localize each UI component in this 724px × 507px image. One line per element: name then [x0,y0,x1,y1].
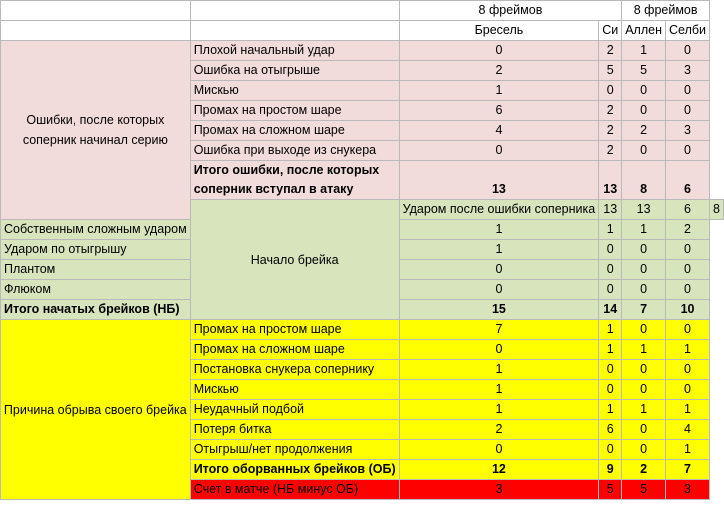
frames-group-2: 8 фреймов [622,1,710,21]
cell-value: 0 [599,81,622,101]
cell-value: 0 [666,320,710,340]
cell-value: 0 [399,141,599,161]
score-value: 3 [666,480,710,500]
total-value: 2 [622,460,666,480]
cell-value: 3 [666,61,710,81]
cell-value: 2 [622,121,666,141]
cell-value: 0 [399,41,599,61]
table-row [1,41,724,61]
cell-value: 0 [399,260,599,280]
cell-value: 0 [666,240,710,260]
total-value: 7 [622,300,666,320]
section-title-breaks: Начало брейка [190,200,399,320]
cell-value: 0 [622,240,666,260]
cell-value: 2 [399,61,599,81]
row-label: Промах на простом шаре [190,101,399,121]
corner-cell-2 [1,21,191,41]
cell-value: 1 [399,400,599,420]
score-label: Счет в матче (НБ минус ОБ) [190,480,399,500]
cell-value: 0 [666,360,710,380]
cell-value: 1 [666,340,710,360]
cell-value: 13 [622,200,666,220]
cell-value: 1 [622,340,666,360]
cell-value: 1 [599,340,622,360]
cell-value: 0 [622,380,666,400]
cell-value: 1 [622,400,666,420]
cell-value: 5 [622,61,666,81]
cell-value: 0 [666,81,710,101]
total-label-errors: Итого ошибки, после которых соперник вступал в атаку [190,161,399,200]
total-value: 7 [666,460,710,480]
row-label: Плантом [1,260,191,280]
cell-value: 1 [666,400,710,420]
row-label: Промах на сложном шаре [190,340,399,360]
cell-value: 2 [666,220,710,240]
cell-value: 1 [622,220,666,240]
score-value: 3 [399,480,599,500]
cell-value: 0 [622,420,666,440]
cell-value: 8 [710,200,724,220]
cell-value: 0 [622,141,666,161]
cell-value: 1 [622,41,666,61]
cell-value: 0 [599,380,622,400]
corner-cell [1,1,191,21]
header-row-frames [1,1,724,21]
total-value: 15 [399,300,599,320]
player-allen: Аллен [622,21,666,41]
header-label-cell [190,1,399,21]
cell-value: 1 [599,320,622,340]
cell-value: 1 [599,400,622,420]
cell-value: 2 [399,420,599,440]
cell-value: 0 [399,340,599,360]
row-label: Промах на сложном шаре [190,121,399,141]
cell-value: 6 [666,200,710,220]
cell-value: 0 [666,141,710,161]
cell-value: 0 [666,260,710,280]
cell-value: 1 [599,220,622,240]
cell-value: 3 [666,121,710,141]
player-bresel: Бресель [399,21,599,41]
total-label-cause: Итого оборванных брейков (ОБ) [190,460,399,480]
row-label: Мискью [190,380,399,400]
row-label: Потеря битка [190,420,399,440]
row-label: Ударом по отыгрышу [1,240,191,260]
cell-value: 7 [399,320,599,340]
header-label-cell-2 [190,21,399,41]
total-value: 10 [666,300,710,320]
total-value: 13 [399,161,599,200]
row-label: Промах на простом шаре [190,320,399,340]
row-label: Плохой начальный удар [190,41,399,61]
cell-value: 0 [622,101,666,121]
row-label: Мискью [190,81,399,101]
section-title-errors: Ошибки, после которых соперник начинал серию [1,41,191,220]
cell-value: 2 [599,141,622,161]
section-title-cause: Причина обрыва своего брейка [1,320,191,500]
cell-value: 0 [399,280,599,300]
cell-value: 0 [599,280,622,300]
player-selby: Селби [666,21,710,41]
cell-value: 1 [399,360,599,380]
cell-value: 5 [599,61,622,81]
cell-value: 0 [622,320,666,340]
total-value: 12 [399,460,599,480]
score-value: 5 [599,480,622,500]
cell-value: 0 [666,280,710,300]
cell-value: 1 [666,440,710,460]
table-row [1,320,724,340]
cell-value: 1 [399,220,599,240]
total-value: 8 [622,161,666,200]
total-value: 9 [599,460,622,480]
row-label: Ошибка при выходе из снукера [190,141,399,161]
row-label: Собственным сложным ударом [1,220,191,240]
cell-value: 1 [399,380,599,400]
frames-group-1: 8 фреймов [399,1,622,21]
total-label-breaks: Итого начатых брейков (НБ) [1,300,191,320]
row-label: Отыгрыш/нет продолжения [190,440,399,460]
cell-value: 6 [399,101,599,121]
cell-value: 0 [599,240,622,260]
cell-value: 0 [666,41,710,61]
total-value: 13 [599,161,622,200]
row-label: Ударом после ошибки соперника [399,200,599,220]
cell-value: 0 [599,360,622,380]
cell-value: 0 [399,440,599,460]
total-value: 14 [599,300,622,320]
row-label: Флюком [1,280,191,300]
cell-value: 6 [599,420,622,440]
cell-value: 4 [666,420,710,440]
cell-value: 0 [622,280,666,300]
cell-value: 0 [622,260,666,280]
cell-value: 1 [399,240,599,260]
header-row-players [1,21,724,41]
row-label: Ошибка на отыгрыше [190,61,399,81]
cell-value: 2 [599,41,622,61]
cell-value: 2 [599,101,622,121]
cell-value: 0 [666,380,710,400]
player-si: Си [599,21,622,41]
row-label: Постановка снукера сопернику [190,360,399,380]
cell-value: 1 [399,81,599,101]
cell-value: 0 [622,440,666,460]
row-label: Неудачный подбой [190,400,399,420]
cell-value: 4 [399,121,599,141]
cell-value: 0 [599,440,622,460]
total-value: 6 [666,161,710,200]
cell-value: 0 [599,260,622,280]
score-value: 5 [622,480,666,500]
cell-value: 2 [599,121,622,141]
cell-value: 0 [622,360,666,380]
cell-value: 0 [666,101,710,121]
cell-value: 0 [622,81,666,101]
cell-value: 13 [599,200,622,220]
